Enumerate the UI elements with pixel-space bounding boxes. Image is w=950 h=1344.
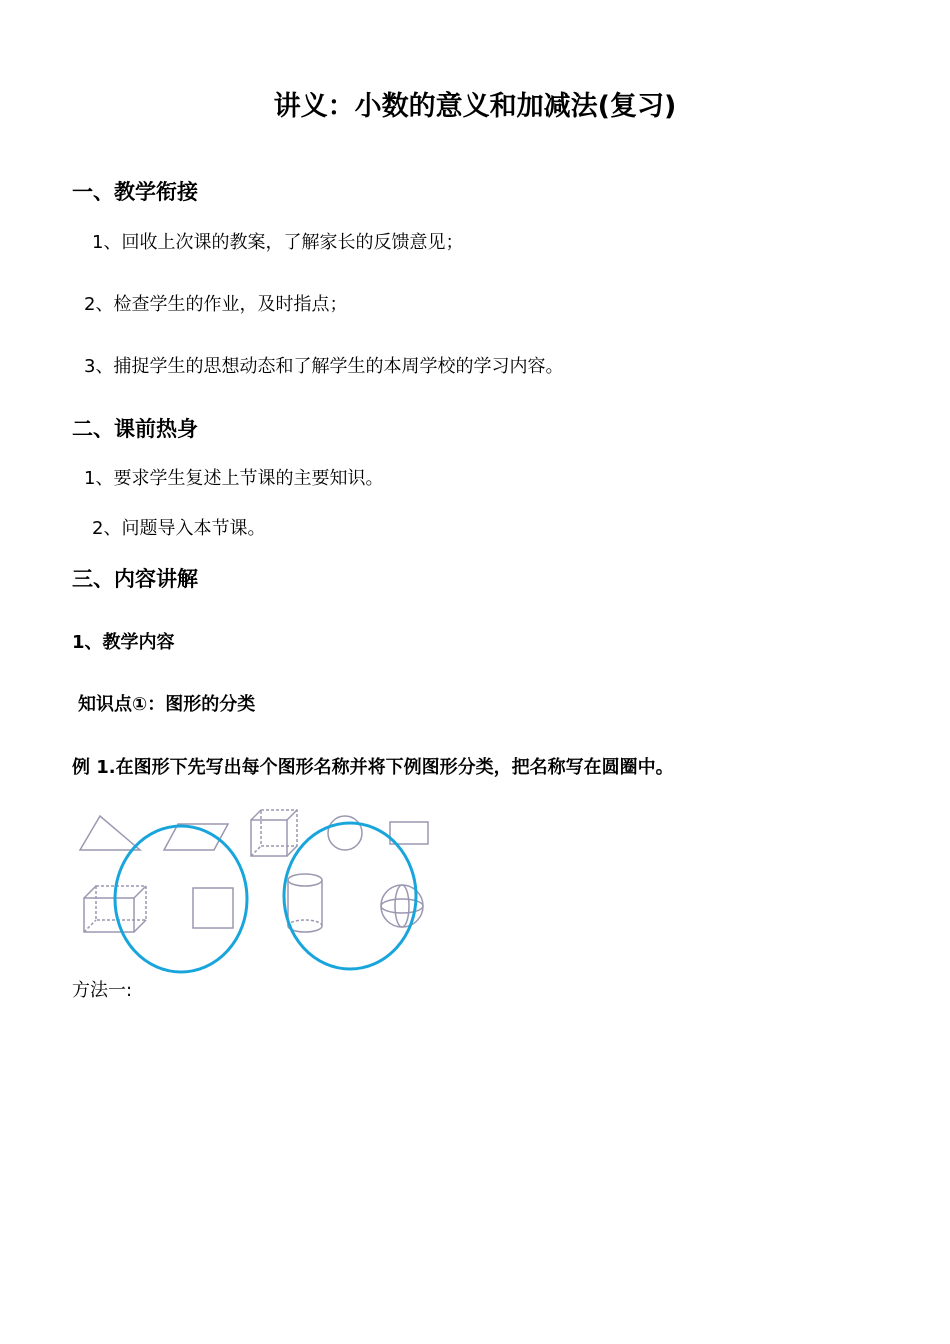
teaching-content-heading: 1、教学内容 xyxy=(72,632,175,653)
cube-shape xyxy=(251,810,297,856)
shapes-figure xyxy=(70,800,450,980)
square-shape xyxy=(193,888,233,928)
knowledge-point-heading: 知识点①：图形的分类 xyxy=(78,694,256,715)
list-item: 3、捕捉学生的思想动态和了解学生的本周学校的学习内容。 xyxy=(84,356,564,377)
cylinder-shape xyxy=(288,874,322,932)
list-item: 2、检查学生的作业，及时指点； xyxy=(84,294,348,315)
example-question: 例 1.在图形下先写出每个图形名称并将下例图形分类，把名称写在圆圈中。 xyxy=(72,757,674,778)
list-item: 2、问题导入本节课。 xyxy=(92,518,266,539)
method-label: 方法一: xyxy=(72,980,133,1001)
page-title: 讲义：小数的意义和加减法(复习) xyxy=(273,91,677,122)
section-heading-3: 三、内容讲解 xyxy=(72,567,198,591)
triangle-shape xyxy=(80,816,140,850)
section-heading-1: 一、教学衔接 xyxy=(72,180,198,204)
rectangle-shape xyxy=(390,822,428,844)
list-item: 1、回收上次课的教案，了解家长的反馈意见； xyxy=(92,232,464,253)
section-heading-2: 二、课前热身 xyxy=(72,417,198,441)
list-item: 1、要求学生复述上节课的主要知识。 xyxy=(84,468,384,489)
circle-shape xyxy=(328,816,362,850)
classification-circle-left xyxy=(115,826,247,972)
